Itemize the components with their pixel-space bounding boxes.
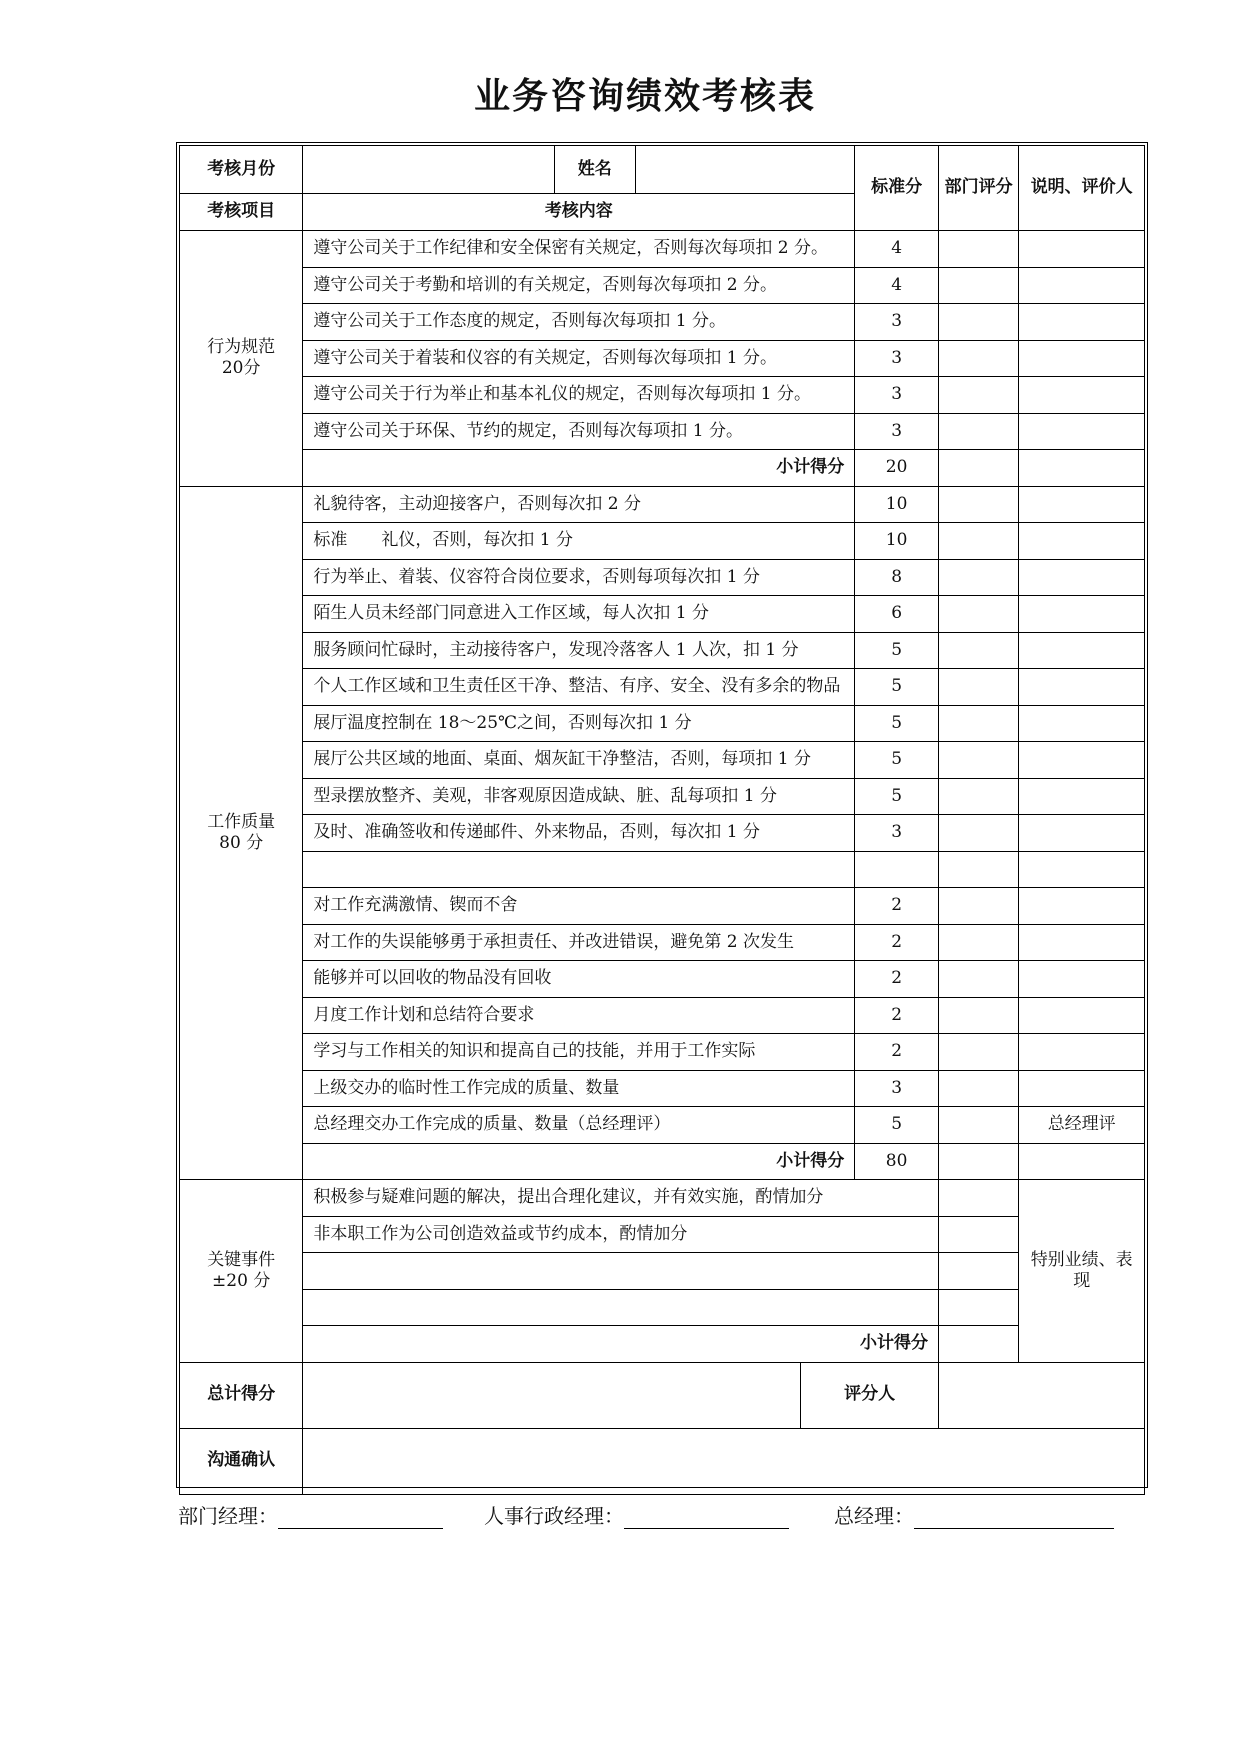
hr-manager-signature-line[interactable] <box>624 1506 789 1529</box>
note-cell[interactable] <box>1019 742 1145 779</box>
table-row <box>180 267 1145 304</box>
criteria-text: 遵守公司关于工作态度的规定，否则每次每项扣 1 分。 <box>303 304 855 341</box>
item-label: 考核项目 <box>180 194 303 231</box>
dept-score-cell[interactable] <box>938 413 1018 450</box>
standard-score: 2 <box>855 924 939 961</box>
criteria-text: 上级交办的临时性工作完成的质量、数量 <box>303 1070 855 1107</box>
section-name: 工作质量 <box>207 811 276 832</box>
subtotal-note-cell[interactable] <box>1019 450 1145 487</box>
dept-score-cell[interactable] <box>938 340 1018 377</box>
subtotal-dept-cell[interactable] <box>938 1143 1018 1180</box>
assessment-table <box>179 145 1145 1495</box>
confirm-label: 沟通确认 <box>180 1428 303 1494</box>
dept-score-cell[interactable] <box>938 1107 1018 1144</box>
standard-score: 8 <box>855 559 939 596</box>
section-points: 80 分 <box>219 832 264 853</box>
dept-score-cell[interactable] <box>938 961 1018 998</box>
criteria-text: 遵守公司关于考勤和培训的有关规定，否则每次每项扣 2 分。 <box>303 267 855 304</box>
dept-score-cell[interactable] <box>938 1070 1018 1107</box>
criteria-text: 展厅温度控制在 18～25℃之间，否则每次扣 1 分 <box>303 705 855 742</box>
section-category <box>180 1180 303 1363</box>
standard-score: 3 <box>855 304 939 341</box>
note-cell[interactable] <box>1019 1034 1145 1071</box>
dept-score-cell[interactable] <box>938 632 1018 669</box>
criteria-text: 非本职工作为公司创造效益或节约成本，酌情加分 <box>303 1216 939 1253</box>
note-cell[interactable] <box>1019 669 1145 706</box>
standard-score: 10 <box>855 486 939 523</box>
dept-score-cell[interactable] <box>938 304 1018 341</box>
dept-score-cell[interactable] <box>938 486 1018 523</box>
hr-manager-label: 人事行政经理： <box>484 1504 624 1528</box>
note-cell[interactable] <box>1019 778 1145 815</box>
standard-score: 3 <box>855 413 939 450</box>
criteria-text: 积极参与疑难问题的解决，提出合理化建议，并有效实施，酌情加分 <box>303 1180 939 1217</box>
table-row <box>180 632 1145 669</box>
criteria-text: 遵守公司关于环保、节约的规定，否则每次每项扣 1 分。 <box>303 413 855 450</box>
criteria-text: 对工作充满激情、锲而不舍 <box>303 888 855 925</box>
dept-score-cell[interactable] <box>938 1034 1018 1071</box>
criteria-text <box>303 1253 939 1290</box>
subtotal-label: 小计得分 <box>303 450 855 487</box>
note-cell[interactable] <box>1019 267 1145 304</box>
criteria-text: 学习与工作相关的知识和提高自己的技能，并用于工作实际 <box>303 1034 855 1071</box>
note-header: 说明、评价人 <box>1019 146 1145 231</box>
criteria-text: 个人工作区域和卫生责任区干净、整洁、有序、安全、没有多余的物品 <box>303 669 855 706</box>
note-cell[interactable] <box>1019 486 1145 523</box>
dept-score-cell[interactable] <box>938 1289 1018 1326</box>
month-value[interactable] <box>303 146 554 194</box>
section-points: 20分 <box>221 358 261 379</box>
dept-score-cell[interactable] <box>938 1180 1018 1217</box>
standard-score: 3 <box>855 340 939 377</box>
subtotal-label: 小计得分 <box>303 1143 855 1180</box>
dept-score-header: 部门评分 <box>938 146 1018 231</box>
criteria-text: 礼貌待客，主动迎接客户，否则每次扣 2 分 <box>303 486 855 523</box>
table-row <box>180 596 1145 633</box>
rater-label: 评分人 <box>801 1362 939 1428</box>
note-cell[interactable] <box>1019 559 1145 596</box>
criteria-text: 及时、准确签收和传递邮件、外来物品，否则，每次扣 1 分 <box>303 815 855 852</box>
dept-score-cell[interactable] <box>938 523 1018 560</box>
table-row <box>180 340 1145 377</box>
table-row <box>180 1180 1145 1217</box>
confirm-value[interactable] <box>303 1428 1145 1494</box>
note-cell[interactable] <box>1019 997 1145 1034</box>
table-row <box>180 888 1145 925</box>
dept-manager-label: 部门经理： <box>178 1504 278 1528</box>
dept-manager-signature-line[interactable] <box>278 1506 443 1529</box>
standard-score: 3 <box>855 1070 939 1107</box>
total-row <box>180 1362 1145 1428</box>
standard-score: 2 <box>855 888 939 925</box>
dept-score-cell[interactable] <box>938 778 1018 815</box>
table-row <box>180 231 1145 268</box>
subtotal-row <box>180 450 1145 487</box>
table-row <box>180 924 1145 961</box>
standard-score-header: 标准分 <box>855 146 939 231</box>
page-title: 业务咨询绩效考核表 <box>473 76 816 117</box>
standard-score: 2 <box>855 961 939 998</box>
note-cell[interactable] <box>1019 815 1145 852</box>
standard-score <box>855 851 939 888</box>
standard-score: 4 <box>855 267 939 304</box>
table-row <box>180 961 1145 998</box>
content-label: 考核内容 <box>303 194 855 231</box>
note-cell[interactable] <box>1019 596 1145 633</box>
criteria-text: 遵守公司关于行为举止和基本礼仪的规定，否则每次每项扣 1 分。 <box>303 377 855 414</box>
table-row <box>180 304 1145 341</box>
subtotal-dept-cell[interactable] <box>938 1326 1018 1363</box>
criteria-text: 服务顾问忙碌时，主动接待客户，发现冷落客人 1 人次，扣 1 分 <box>303 632 855 669</box>
standard-score: 5 <box>855 669 939 706</box>
note-cell[interactable] <box>1019 705 1145 742</box>
standard-score: 2 <box>855 997 939 1034</box>
table-row <box>180 1070 1145 1107</box>
dept-score-cell[interactable] <box>938 596 1018 633</box>
table-row <box>180 523 1145 560</box>
note-cell[interactable] <box>1019 632 1145 669</box>
criteria-text <box>303 851 855 888</box>
dept-score-cell[interactable] <box>938 1253 1018 1290</box>
note-cell[interactable] <box>1019 340 1145 377</box>
dept-score-cell[interactable] <box>938 377 1018 414</box>
table-row <box>180 1216 1145 1253</box>
dept-score-cell[interactable] <box>938 815 1018 852</box>
note-cell[interactable] <box>1019 1070 1145 1107</box>
note-cell[interactable] <box>1019 851 1145 888</box>
name-label: 姓名 <box>554 146 636 194</box>
dept-score-cell[interactable] <box>938 267 1018 304</box>
subtotal-row <box>180 1326 1145 1363</box>
subtotal-row <box>180 1143 1145 1180</box>
dept-score-cell[interactable] <box>938 851 1018 888</box>
standard-score: 10 <box>855 523 939 560</box>
standard-score: 2 <box>855 1034 939 1071</box>
standard-score: 3 <box>855 377 939 414</box>
table-row <box>180 1289 1145 1326</box>
note-cell[interactable]: 总经理评 <box>1019 1107 1145 1144</box>
table-row <box>180 413 1145 450</box>
total-label: 总计得分 <box>180 1362 303 1428</box>
table-row <box>180 1253 1145 1290</box>
table-row <box>180 559 1145 596</box>
general-manager-signature-line[interactable] <box>914 1506 1114 1529</box>
standard-score: 3 <box>855 815 939 852</box>
dept-score-cell[interactable] <box>938 231 1018 268</box>
confirm-row <box>180 1428 1145 1494</box>
special-performance-note: 特别业绩、表现 <box>1019 1180 1145 1363</box>
criteria-text: 总经理交办工作完成的质量、数量（总经理评） <box>303 1107 855 1144</box>
criteria-text: 陌生人员未经部门同意进入工作区域，每人次扣 1 分 <box>303 596 855 633</box>
total-value[interactable] <box>303 1362 801 1428</box>
dept-score-cell[interactable] <box>938 705 1018 742</box>
section-name: 关键事件 <box>207 1249 276 1270</box>
standard-score: 6 <box>855 596 939 633</box>
month-label: 考核月份 <box>180 146 303 194</box>
dept-score-cell[interactable] <box>938 742 1018 779</box>
criteria-text: 遵守公司关于着装和仪容的有关规定，否则每次每项扣 1 分。 <box>303 340 855 377</box>
note-cell[interactable] <box>1019 523 1145 560</box>
note-cell[interactable] <box>1019 888 1145 925</box>
section-name: 行为规范 <box>207 337 276 357</box>
note-cell[interactable] <box>1019 924 1145 961</box>
dept-score-cell[interactable] <box>938 1216 1018 1253</box>
rater-value[interactable] <box>938 1362 1144 1428</box>
criteria-text: 月度工作计划和总结符合要求 <box>303 997 855 1034</box>
table-row <box>180 851 1145 888</box>
table-row <box>180 1107 1145 1144</box>
standard-score: 5 <box>855 705 939 742</box>
criteria-text: 能够并可以回收的物品没有回收 <box>303 961 855 998</box>
dept-score-cell[interactable] <box>938 924 1018 961</box>
dept-score-cell[interactable] <box>938 669 1018 706</box>
criteria-text: 对工作的失误能够勇于承担责任、并改进错误，避免第 2 次发生 <box>303 924 855 961</box>
table-row <box>180 377 1145 414</box>
dept-score-cell[interactable] <box>938 997 1018 1034</box>
table-row <box>180 669 1145 706</box>
standard-score: 5 <box>855 632 939 669</box>
table-row <box>180 778 1145 815</box>
standard-score: 5 <box>855 742 939 779</box>
dept-score-cell[interactable] <box>938 888 1018 925</box>
table-row <box>180 815 1145 852</box>
criteria-text: 遵守公司关于工作纪律和安全保密有关规定，否则每次每项扣 2 分。 <box>303 231 855 268</box>
note-cell[interactable] <box>1019 413 1145 450</box>
note-cell[interactable] <box>1019 304 1145 341</box>
table-row <box>180 1034 1145 1071</box>
standard-score: 4 <box>855 231 939 268</box>
criteria-text: 型录摆放整齐、美观，非客观原因造成缺、脏、乱每项扣 1 分 <box>303 778 855 815</box>
section-category <box>180 486 303 1180</box>
subtotal-note-cell[interactable] <box>1019 1143 1145 1180</box>
section-points: ±20 分 <box>212 1270 271 1291</box>
note-cell[interactable] <box>1019 961 1145 998</box>
subtotal-score: 20 <box>855 450 939 487</box>
criteria-text: 标准 礼仪，否则，每次扣 1 分 <box>303 523 855 560</box>
standard-score: 5 <box>855 1107 939 1144</box>
criteria-text <box>303 1289 939 1326</box>
dept-score-cell[interactable] <box>938 559 1018 596</box>
standard-score: 5 <box>855 778 939 815</box>
note-cell[interactable] <box>1019 231 1145 268</box>
table-row <box>180 742 1145 779</box>
general-manager-label: 总经理： <box>834 1504 914 1528</box>
subtotal-score: 80 <box>855 1143 939 1180</box>
subtotal-label: 小计得分 <box>303 1326 939 1363</box>
name-value[interactable] <box>636 146 855 194</box>
table-row <box>180 486 1145 523</box>
criteria-text: 展厅公共区域的地面、桌面、烟灰缸干净整洁，否则，每项扣 1 分 <box>303 742 855 779</box>
section-category <box>180 231 303 487</box>
table-row <box>180 705 1145 742</box>
note-cell[interactable] <box>1019 377 1145 414</box>
subtotal-dept-cell[interactable] <box>938 450 1018 487</box>
table-row <box>180 997 1145 1034</box>
criteria-text: 行为举止、着装、仪容符合岗位要求，否则每项每次扣 1 分 <box>303 559 855 596</box>
